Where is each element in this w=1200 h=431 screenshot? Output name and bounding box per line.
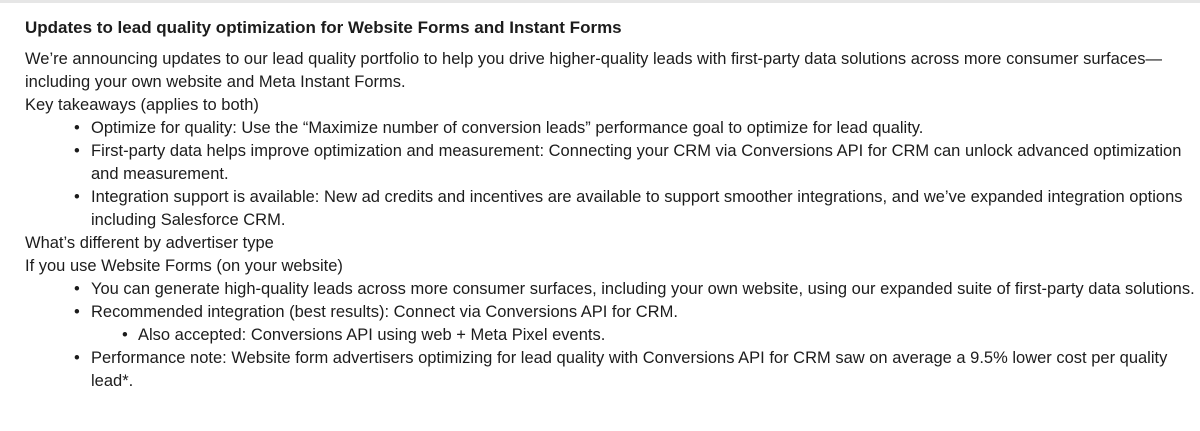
list-item: • You can generate high-quality leads across more consumer surfaces, including your own website, using our expanded suite of first-party data solutions. [25, 278, 1195, 301]
website-forms-list [25, 278, 1195, 393]
article-body [25, 18, 1195, 393]
top-divider [0, 0, 1200, 3]
list-item: • Also accepted: Conversions API using web + Meta Pixel events. [91, 324, 1195, 347]
website-forms-heading: If you use Website Forms (on your website) [25, 257, 343, 275]
nested-list [91, 324, 1195, 347]
advertiser-type-heading: What’s different by advertiser type [25, 234, 274, 252]
list-item: • Performance note: Website form advertisers optimizing for lead quality with Conversions API for CRM saw on average a 9.5% lower cost per quality lead*. [25, 347, 1195, 393]
list-item: • Integration support is available: New ad credits and incentives are available to support smoother integrations, and we’ve expanded integration options including Salesforce CRM. [25, 186, 1195, 232]
article-title: Updates to lead quality optimization for Website Forms and Instant Forms [25, 18, 622, 37]
list-item: • Recommended integration (best results): Connect via Conversions API for CRM. • Also accepted: Conversions API using web + Meta Pixel events. [25, 301, 1195, 347]
list-item: • Optimize for quality: Use the “Maximize number of conversion leads” performance goal to optimize for lead quality. [25, 117, 1195, 140]
key-takeaways-list [25, 117, 1195, 232]
key-takeaways-heading: Key takeaways (applies to both) [25, 96, 259, 114]
intro-paragraph: We’re announcing updates to our lead quality portfolio to help you drive higher-quality leads with first-party data solutions across more consumer surfaces—including your own website and Meta Instant Forms. [25, 50, 1162, 91]
list-item: • First-party data helps improve optimization and measurement: Connecting your CRM via Conversions API for CRM can unlock advanced optimization and measurement. [25, 140, 1195, 186]
